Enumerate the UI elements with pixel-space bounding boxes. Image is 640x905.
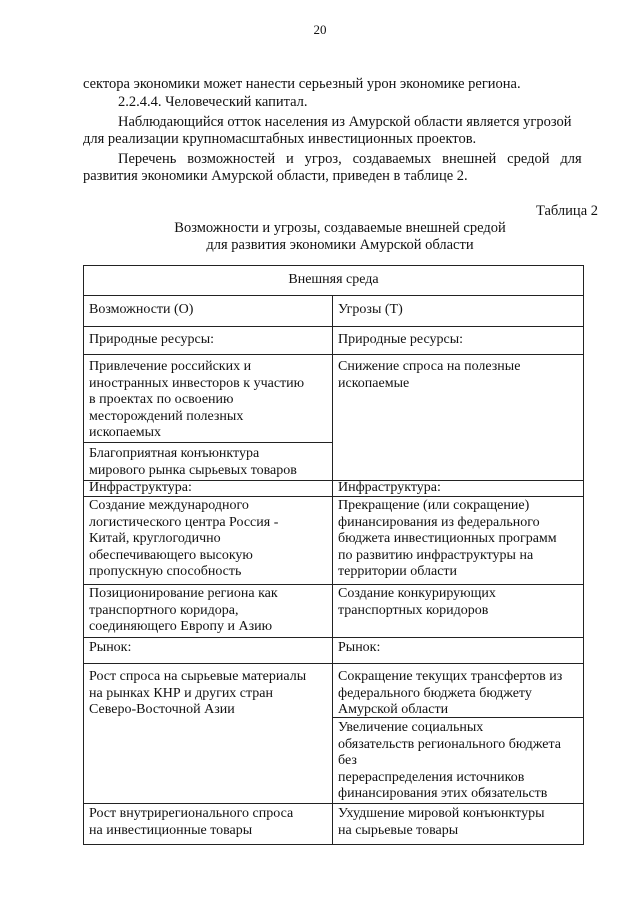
- cell-line: Северо-Восточной Азии: [89, 702, 235, 717]
- cell-line: Позиционирование региона как: [89, 586, 278, 601]
- section-market-left: Рынок:: [89, 640, 132, 655]
- cell-line: финансирования из федерального: [338, 514, 540, 530]
- cell-line: Привлечение российских и: [89, 359, 252, 374]
- cell-line: Рост спроса на сырьевые материалы: [89, 669, 307, 684]
- opportunity-intraregional-demand: [89, 806, 329, 839]
- table-rule: [84, 354, 583, 355]
- cell-line: на рынках КНР и других стран: [89, 685, 274, 701]
- threat-funding-cut: [338, 498, 583, 581]
- cell-line: перераспределения источников: [338, 769, 525, 785]
- table-caption-line2: для развития экономики Амурской области: [206, 237, 474, 253]
- cell-line: транспортного коридора,: [89, 602, 239, 618]
- cell-line: Создание конкурирующих: [338, 586, 496, 601]
- opportunity-transport-corridor: [89, 586, 329, 636]
- threat-demand-decline: [338, 359, 583, 392]
- table-rule-left: [84, 442, 332, 443]
- cell-line: пропускную способность: [89, 564, 242, 579]
- threat-transfers-reduction: [338, 669, 583, 719]
- cell-line: Ухудшение мировой конъюнктуры: [338, 806, 545, 821]
- table-rule: [84, 326, 583, 327]
- cell-line: Прекращение (или сокращение): [338, 498, 530, 513]
- cell-line: Благоприятная конъюнктура: [89, 446, 260, 461]
- paragraph-list-line1: Перечень возможностей и угроз, создаваемых внешней средой для: [118, 151, 582, 167]
- cell-line: Увеличение социальных: [338, 720, 484, 735]
- cell-line: логистического центра Россия -: [89, 514, 279, 530]
- opportunities-threats-table: [83, 265, 584, 845]
- paragraph-sector: сектора экономики может нанести серьезный урон экономике региона.: [83, 76, 521, 92]
- cell-line: Сокращение текущих трансфертов из: [338, 669, 563, 684]
- cell-line: Снижение спроса на полезные: [338, 359, 521, 374]
- cell-line: Амурской области: [338, 702, 449, 717]
- table-header: Внешняя среда: [288, 272, 379, 287]
- threat-competing-corridors: [338, 586, 583, 619]
- cell-line: без: [338, 753, 357, 768]
- section-infrastructure-right: Инфраструктура:: [338, 480, 441, 495]
- cell-line: ископаемых: [89, 425, 161, 440]
- table-rule: [84, 663, 583, 664]
- paragraph-list-line2: развития экономики Амурской области, приведен в таблице 2.: [83, 168, 468, 184]
- page-number: 20: [313, 22, 327, 37]
- cell-line: иностранных инвесторов к участию: [89, 375, 305, 391]
- cell-line: финансирования этих обязательств: [338, 786, 548, 801]
- cell-line: обязательств регионального бюджета: [338, 736, 561, 752]
- cell-line: на сырьевые товары: [338, 822, 459, 838]
- section-heading: 2.2.4.4. Человеческий капитал.: [118, 94, 308, 110]
- cell-line: на инвестиционные товары: [89, 822, 253, 838]
- cell-line: мирового рынка сырьевых товаров: [89, 462, 297, 478]
- cell-line: обеспечивающего высокую: [89, 547, 253, 563]
- cell-line: по развитию инфраструктуры на: [338, 547, 534, 563]
- cell-line: ископаемые: [338, 375, 410, 391]
- cell-line: соединяющего Европу и Азию: [89, 619, 273, 634]
- opportunity-raw-materials-demand: [89, 669, 329, 719]
- table-rule: [84, 584, 583, 585]
- cell-line: территории области: [338, 564, 458, 579]
- column-threats: Угрозы (Т): [338, 302, 403, 317]
- opportunity-investors: [89, 359, 329, 442]
- section-market-right: Рынок:: [338, 640, 381, 655]
- cell-line: транспортных коридоров: [338, 602, 489, 618]
- opportunity-market-conditions: [89, 446, 329, 479]
- column-opportunities: Возможности (О): [89, 302, 194, 317]
- paragraph-outflow-line2: для реализации крупномасштабных инвестиционных проектов.: [83, 131, 477, 147]
- table-caption-line1: Возможности и угрозы, создаваемые внешней средой: [174, 220, 506, 236]
- section-natural-resources-right: Природные ресурсы:: [338, 332, 464, 347]
- paragraph-outflow-line1: Наблюдающийся отток населения из Амурской области является угрозой: [118, 114, 572, 130]
- opportunity-logistics-center: [89, 498, 329, 581]
- cell-line: Рост внутрирегионального спроса: [89, 806, 294, 821]
- table-rule: [84, 803, 583, 804]
- table-rule: [84, 637, 583, 638]
- section-natural-resources-left: Природные ресурсы:: [89, 332, 215, 347]
- cell-line: федерального бюджета бюджету: [338, 685, 532, 701]
- section-infrastructure-left: Инфраструктура:: [89, 480, 192, 495]
- cell-line: бюджета инвестиционных программ: [338, 531, 557, 546]
- cell-line: Китай, круглогодично: [89, 531, 221, 546]
- threat-world-market-decline: [338, 806, 583, 839]
- table-label: Таблица 2: [535, 203, 598, 219]
- table-column-divider: [332, 295, 333, 844]
- table-rule: [84, 295, 583, 296]
- cell-line: в проектах по освоению: [89, 392, 234, 407]
- cell-line: Создание международного: [89, 498, 249, 513]
- threat-social-obligations: [338, 720, 583, 803]
- cell-line: месторождений полезных: [89, 408, 244, 424]
